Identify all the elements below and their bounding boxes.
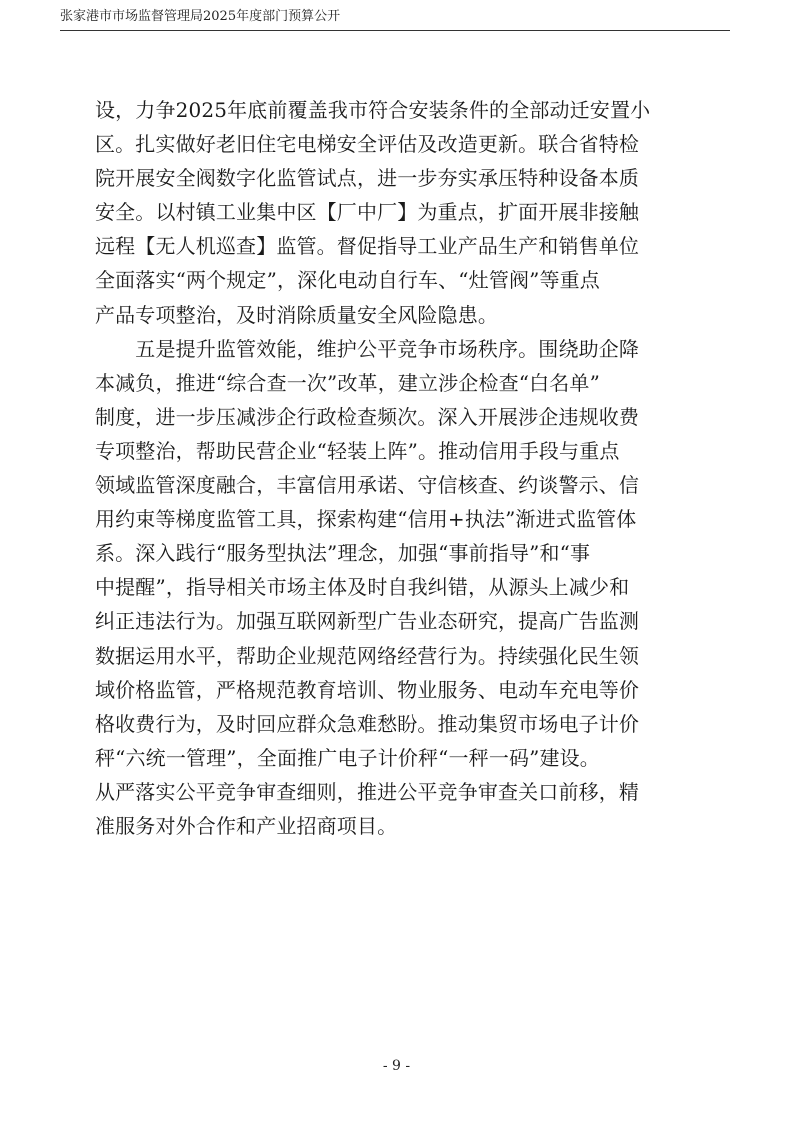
text-line: 用约束等梯度监管工具，探索构建“信用+执法”渐进式监管体 (95, 507, 637, 532)
text-line: 领域监管深度融合，丰富信用承诺、守信核查、约谈警示、信 (95, 473, 640, 498)
text-line: 远程【无人机巡查】监管。督促指导工业产品生产和销售单位 (95, 234, 640, 259)
text-line: 制度，进一步压减涉企行政检查频次。深入开展涉企违规收费 (95, 404, 640, 429)
text-line: 区。扎实做好老旧住宅电梯安全评估及改造更新。联合省特检 (95, 132, 640, 157)
header-divider (60, 30, 730, 31)
text-line: 安全。以村镇工业集中区【厂中厂】为重点，扩面开展非接触 (95, 200, 640, 225)
page-number: - 9 - (382, 1058, 411, 1074)
text-line: 本减负，推进“综合查一次”改革，建立涉企检查“白名单” (95, 370, 600, 395)
text-line: 格收费行为，及时回应群众急难愁盼。推动集贸市场电子计价 (95, 711, 640, 736)
text-line: 系。深入践行“服务型执法”理念，加强“事前指导”和“事 (95, 541, 591, 566)
text-line: 秤“六统一管理”，全面推广电子计价秤“一秤一码”建设。 (95, 745, 600, 770)
text-line: 专项整治，帮助民营企业“轻装上阵”。推动信用手段与重点 (95, 438, 620, 463)
text-line: 中提醒”，指导相关市场主体及时自我纠错，从源头上减少和 (95, 575, 630, 600)
text-line: 纠正违法行为。加强互联网新型广告业态研究，提高广告监测 (95, 609, 640, 634)
text-line: 五是提升监管效能，维护公平竞争市场秩序。围绕助企降 (95, 336, 640, 361)
text-line: 准服务对外合作和产业招商项目。 (95, 813, 398, 838)
running-header: 张家港市市场监督管理局2025年度部门预算公开 (60, 9, 341, 24)
text-line: 产品专项整治，及时消除质量安全风险隐患。 (95, 302, 498, 327)
text-line: 数据运用水平，帮助企业规范网络经营行为。持续强化民生领 (95, 643, 640, 668)
text-line: 院开展安全阀数字化监管试点，进一步夯实承压特种设备本质 (95, 166, 640, 191)
text-line: 从严落实公平竞争审查细则，推进公平竞争审查关口前移，精 (95, 779, 640, 804)
text-line: 域价格监管，严格规范教育培训、物业服务、电动车充电等价 (95, 677, 640, 702)
body-text (95, 93, 703, 843)
text-line: 全面落实“两个规定”，深化电动自行车、“灶管阀”等重点 (95, 268, 600, 293)
text-line: 设，力争2025年底前覆盖我市符合安装条件的全部动迁安置小 (95, 98, 651, 122)
